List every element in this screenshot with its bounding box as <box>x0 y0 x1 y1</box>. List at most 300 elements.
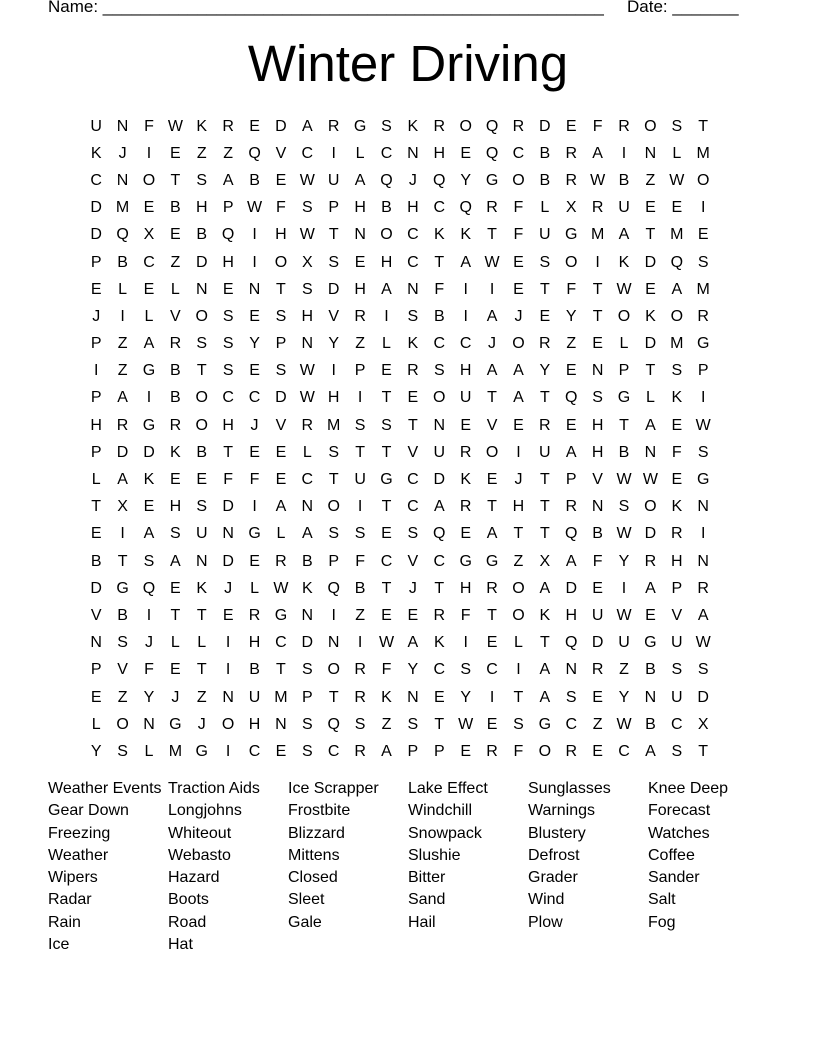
grid-letter: I <box>700 199 706 217</box>
grid-letter: R <box>354 307 366 325</box>
grid-letter: W <box>642 471 658 489</box>
word-bank <box>48 778 768 956</box>
grid-letter: O <box>195 416 208 434</box>
grid-letter: O <box>195 389 208 407</box>
grid-letter: S <box>671 661 683 679</box>
grid-letter: Z <box>592 715 603 733</box>
word-item: Ice Scrapper <box>288 780 379 797</box>
grid-letter: S <box>170 525 181 543</box>
grid-letter: G <box>565 226 578 244</box>
grid-letter: F <box>513 199 524 217</box>
grid-letter: E <box>381 362 392 380</box>
grid-letter: Q <box>327 715 340 733</box>
grid-letter: L <box>540 199 550 217</box>
grid-letter: H <box>459 579 472 597</box>
grid-letter: I <box>384 307 389 325</box>
grid-letter: D <box>116 443 129 461</box>
grid-letter: R <box>275 552 287 570</box>
grid-row <box>83 113 743 140</box>
grid-letter: E <box>407 606 419 624</box>
grid-letter: E <box>592 335 603 353</box>
word-item: Defrost <box>528 846 580 864</box>
grid-letter: Q <box>459 199 472 217</box>
grid-letter: U <box>618 634 630 652</box>
grid-letter: S <box>407 525 419 543</box>
word-item: Sander <box>648 869 700 887</box>
grid-letter: S <box>697 253 709 271</box>
word-item: Wind <box>528 891 565 909</box>
grid-letter: E <box>645 606 656 624</box>
word-item: Frostbite <box>288 802 351 820</box>
grid-letter: C <box>433 661 446 679</box>
grid-letter: W <box>378 634 395 652</box>
grid-letter: E <box>249 117 260 135</box>
grid-letter: Q <box>221 226 235 244</box>
grid-letter: D <box>90 226 102 244</box>
grid-letter: N <box>591 362 604 380</box>
grid-letter: R <box>565 498 577 516</box>
grid-letter: R <box>433 606 446 624</box>
grid-letter: O <box>512 171 525 189</box>
grid-letter: V <box>117 661 128 679</box>
grid-row <box>83 657 743 684</box>
grid-letter: M <box>696 144 710 162</box>
grid-letter: Q <box>565 525 578 543</box>
word-item: Gear Down <box>48 802 129 820</box>
grid-letter: K <box>460 471 471 489</box>
grid-letter: N <box>301 606 314 624</box>
grid-letter: E <box>671 416 683 434</box>
grid-letter: D <box>222 498 234 516</box>
grid-letter: D <box>275 389 287 407</box>
grid-letter: B <box>117 253 128 271</box>
grid-letter: H <box>591 416 604 434</box>
grid-letter: U <box>539 443 551 461</box>
grid-letter: E <box>275 742 287 760</box>
grid-letter: R <box>354 742 366 760</box>
word-item: Salt <box>648 891 676 909</box>
grid-row <box>83 466 743 493</box>
grid-letter: L <box>619 335 629 353</box>
grid-letter: E <box>539 307 551 325</box>
grid-letter: S <box>222 362 234 380</box>
grid-letter: T <box>645 226 656 244</box>
grid-letter: R <box>354 661 366 679</box>
grid-letter: S <box>407 715 419 733</box>
grid-letter: Y <box>618 688 630 706</box>
grid-letter: S <box>592 389 603 407</box>
grid-letter: I <box>621 579 627 597</box>
grid-letter: F <box>276 199 286 217</box>
grid-letter: S <box>433 362 445 380</box>
grid-letter: S <box>354 525 366 543</box>
grid-letter: E <box>354 253 366 271</box>
grid-letter: I <box>146 144 152 162</box>
grid-letter: I <box>331 144 336 162</box>
grid-letter: E <box>170 144 181 162</box>
grid-letter: E <box>275 171 287 189</box>
grid-letter: B <box>618 171 630 189</box>
grid-letter: T <box>487 498 497 516</box>
grid-letter: K <box>618 253 630 271</box>
grid-letter: Q <box>433 525 446 543</box>
grid-letter: E <box>460 144 471 162</box>
grid-letter: Q <box>116 226 129 244</box>
grid-letter: N <box>143 715 155 733</box>
grid-letter: N <box>407 280 419 298</box>
grid-letter: E <box>249 443 260 461</box>
grid-letter: A <box>539 579 551 597</box>
grid-row <box>83 494 743 521</box>
grid-letter: J <box>514 471 523 489</box>
grid-letter: S <box>539 253 551 271</box>
word-item: Longjohns <box>168 802 242 820</box>
grid-letter: N <box>407 144 419 162</box>
grid-letter: E <box>513 280 524 298</box>
grid-letter: A <box>301 117 313 135</box>
grid-letter: G <box>248 525 261 543</box>
grid-letter: N <box>195 552 208 570</box>
grid-letter: D <box>195 253 208 271</box>
grid-letter: R <box>169 335 182 353</box>
grid-letter: S <box>565 688 577 706</box>
grid-letter: L <box>302 443 312 461</box>
grid-letter: T <box>407 416 418 434</box>
word-item: Boots <box>168 891 209 909</box>
grid-letter: S <box>301 715 313 733</box>
grid-letter: J <box>118 144 127 162</box>
grid-letter: C <box>618 742 630 760</box>
grid-letter: Q <box>485 144 499 162</box>
grid-letter: S <box>301 199 313 217</box>
grid-letter: P <box>222 199 234 217</box>
grid-letter: R <box>354 688 366 706</box>
grid-letter: J <box>92 307 101 325</box>
grid-letter: K <box>433 634 445 652</box>
grid-letter: W <box>246 199 263 217</box>
grid-letter: B <box>249 171 260 189</box>
grid-row <box>83 711 743 738</box>
grid-letter: L <box>276 525 286 543</box>
grid-letter: S <box>301 661 313 679</box>
grid-letter: T <box>276 661 286 679</box>
grid-letter: Q <box>327 579 340 597</box>
word-column <box>168 778 288 956</box>
word-item: Knee Deep <box>648 780 729 797</box>
grid-letter: V <box>407 443 419 461</box>
grid-letter: I <box>621 144 627 162</box>
grid-letter: D <box>90 199 102 217</box>
grid-letter: G <box>142 362 156 380</box>
grid-letter: T <box>170 171 181 189</box>
grid-letter: A <box>645 742 656 760</box>
grid-letter: E <box>143 498 155 516</box>
grid-letter: B <box>539 144 551 162</box>
grid-letter: D <box>301 634 314 652</box>
grid-letter: Z <box>355 335 365 353</box>
word-item: Fog <box>648 913 676 931</box>
grid-letter: A <box>486 307 498 325</box>
grid-row <box>83 738 743 765</box>
grid-letter: T <box>539 471 550 489</box>
grid-letter: K <box>196 117 208 135</box>
grid-letter: I <box>93 362 99 380</box>
grid-letter: Y <box>328 335 340 353</box>
grid-letter: S <box>117 742 128 760</box>
grid-letter: W <box>695 416 711 434</box>
grid-letter: T <box>539 634 550 652</box>
grid-letter: J <box>408 579 417 597</box>
grid-letter: Y <box>460 171 471 189</box>
grid-letter: T <box>487 226 497 244</box>
grid-letter: Q <box>248 144 261 162</box>
word-item: Hazard <box>168 869 220 887</box>
grid-letter: S <box>381 117 392 135</box>
grid-letter: S <box>513 715 524 733</box>
grid-letter: I <box>463 307 468 325</box>
grid-letter: T <box>196 606 207 624</box>
grid-letter: R <box>618 117 630 135</box>
word-item: Gale <box>288 913 322 931</box>
grid-letter: D <box>591 634 604 652</box>
grid-letter: L <box>170 634 180 652</box>
grid-letter: K <box>170 443 181 461</box>
grid-letter: H <box>380 253 393 271</box>
word-item: Wipers <box>48 869 98 887</box>
grid-letter: L <box>250 579 259 597</box>
grid-letter: D <box>433 471 446 489</box>
grid-letter: S <box>222 307 234 325</box>
grid-letter: A <box>618 226 630 244</box>
grid-letter: C <box>301 144 314 162</box>
grid-letter: U <box>459 389 472 407</box>
grid-letter: P <box>697 362 709 380</box>
grid-letter: R <box>565 171 577 189</box>
grid-letter: P <box>354 362 366 380</box>
grid-letter: D <box>697 688 709 706</box>
grid-letter: N <box>697 498 709 516</box>
grid-letter: L <box>91 471 101 489</box>
grid-letter: P <box>671 579 683 597</box>
word-item: Sleet <box>288 891 325 909</box>
grid-letter: E <box>460 416 471 434</box>
grid-letter: D <box>222 552 234 570</box>
grid-letter: N <box>116 117 129 135</box>
grid-letter: L <box>170 280 180 298</box>
grid-letter: E <box>275 443 287 461</box>
grid-letter: F <box>144 661 154 679</box>
grid-letter: U <box>671 688 683 706</box>
grid-letter: M <box>590 226 605 244</box>
grid-letter: K <box>671 389 683 407</box>
grid-letter: F <box>513 226 524 244</box>
grid-letter: E <box>460 742 471 760</box>
grid-letter: T <box>381 579 392 597</box>
grid-letter: I <box>225 742 231 760</box>
grid-letter: O <box>644 498 657 516</box>
grid-letter: Y <box>249 335 260 353</box>
grid-letter: H <box>512 498 525 516</box>
grid-letter: V <box>90 606 102 624</box>
grid-letter: E <box>222 280 234 298</box>
word-item: Radar <box>48 891 92 909</box>
grid-letter: S <box>671 117 683 135</box>
grid-letter: C <box>407 471 419 489</box>
grid-letter: T <box>698 117 709 135</box>
grid-letter: B <box>249 661 260 679</box>
grid-row <box>83 439 743 466</box>
grid-letter: A <box>354 171 366 189</box>
grid-letter: R <box>486 579 498 597</box>
grid-letter: C <box>512 144 525 162</box>
grid-row <box>83 521 743 548</box>
grid-row <box>83 249 743 276</box>
grid-letter: T <box>619 416 629 434</box>
grid-letter: R <box>697 307 709 325</box>
grid-letter: F <box>355 552 365 570</box>
grid-letter: K <box>143 471 155 489</box>
grid-letter: A <box>381 742 392 760</box>
grid-letter: R <box>644 552 657 570</box>
grid-letter: W <box>616 715 632 733</box>
grid-letter: M <box>327 416 341 434</box>
grid-letter: U <box>354 471 366 489</box>
grid-letter: H <box>195 199 208 217</box>
grid-letter: R <box>671 525 683 543</box>
grid-letter: E <box>645 280 656 298</box>
grid-letter: L <box>144 307 154 325</box>
grid-letter: T <box>196 362 207 380</box>
grid-letter: O <box>459 117 472 135</box>
grid-letter: C <box>565 715 577 733</box>
grid-letter: T <box>513 688 524 706</box>
grid-letter: W <box>695 634 711 652</box>
grid-letter: Q <box>142 579 156 597</box>
grid-letter: F <box>671 443 682 461</box>
grid-letter: W <box>299 171 315 189</box>
grid-letter: R <box>248 606 261 624</box>
grid-letter: H <box>90 416 102 434</box>
word-column <box>528 778 648 956</box>
grid-letter: Z <box>381 715 392 733</box>
grid-letter: K <box>671 498 683 516</box>
grid-letter: T <box>196 661 207 679</box>
grid-letter: W <box>616 280 632 298</box>
grid-letter: I <box>357 634 363 652</box>
grid-letter: E <box>143 199 155 217</box>
grid-letter: O <box>512 579 525 597</box>
grid-letter: T <box>592 280 603 298</box>
grid-row <box>83 331 743 358</box>
grid-letter: A <box>565 443 577 461</box>
grid-letter: S <box>697 661 709 679</box>
grid-letter: K <box>407 117 419 135</box>
grid-letter: S <box>697 443 709 461</box>
grid-letter: D <box>327 280 340 298</box>
grid-letter: N <box>116 171 129 189</box>
grid-letter: O <box>380 226 393 244</box>
grid-letter: C <box>301 471 314 489</box>
grid-letter: N <box>644 443 657 461</box>
grid-letter: I <box>331 606 336 624</box>
word-item: Snowpack <box>408 824 482 842</box>
grid-letter: T <box>355 443 365 461</box>
grid-letter: S <box>301 280 313 298</box>
grid-letter: T <box>117 552 128 570</box>
grid-letter: T <box>513 525 524 543</box>
grid-letter: Y <box>460 688 471 706</box>
grid-letter: I <box>489 688 495 706</box>
grid-letter: J <box>224 579 233 597</box>
word-column <box>48 778 168 956</box>
grid-letter: U <box>618 199 630 217</box>
grid-letter: A <box>671 280 683 298</box>
grid-letter: B <box>592 525 603 543</box>
grid-letter: G <box>274 606 288 624</box>
grid-row <box>83 195 743 222</box>
grid-letter: Z <box>196 144 207 162</box>
grid-letter: A <box>513 362 524 380</box>
grid-letter: M <box>670 335 684 353</box>
grid-letter: R <box>459 443 472 461</box>
grid-letter: P <box>90 443 102 461</box>
grid-letter: A <box>645 416 656 434</box>
grid-letter: Z <box>170 253 181 271</box>
grid-letter: C <box>486 661 498 679</box>
word-item: Sunglasses <box>528 780 611 797</box>
grid-letter: E <box>170 579 181 597</box>
grid-letter: W <box>616 525 632 543</box>
grid-letter: O <box>221 715 235 733</box>
grid-letter: J <box>408 171 417 189</box>
grid-letter: C <box>248 389 261 407</box>
grid-letter: A <box>592 144 603 162</box>
grid-letter: S <box>196 171 208 189</box>
grid-row <box>83 140 743 167</box>
grid-letter: Z <box>355 606 365 624</box>
grid-letter: E <box>249 552 260 570</box>
grid-letter: H <box>248 634 261 652</box>
grid-letter: K <box>433 226 445 244</box>
grid-letter: W <box>616 606 632 624</box>
grid-letter: Z <box>513 552 524 570</box>
grid-letter: L <box>91 715 101 733</box>
grid-letter: Y <box>143 688 155 706</box>
grid-letter: I <box>489 280 495 298</box>
grid-letter: A <box>645 579 656 597</box>
grid-letter: L <box>144 742 154 760</box>
grid-letter: V <box>592 471 603 489</box>
word-item: Coffee <box>648 846 695 864</box>
grid-letter: O <box>327 498 340 516</box>
grid-letter: O <box>696 171 710 189</box>
grid-letter: G <box>617 389 631 407</box>
grid-letter: T <box>487 389 497 407</box>
grid-letter: B <box>196 226 208 244</box>
grid-letter: T <box>381 443 392 461</box>
grid-letter: N <box>90 634 102 652</box>
grid-letter: B <box>433 307 445 325</box>
grid-letter: H <box>222 416 234 434</box>
grid-letter: D <box>644 525 657 543</box>
grid-letter: H <box>222 253 234 271</box>
grid-letter: J <box>171 688 180 706</box>
grid-letter: Y <box>618 552 630 570</box>
grid-letter: E <box>565 362 577 380</box>
grid-letter: Z <box>117 688 128 706</box>
grid-letter: R <box>591 661 604 679</box>
grid-letter: I <box>225 634 231 652</box>
